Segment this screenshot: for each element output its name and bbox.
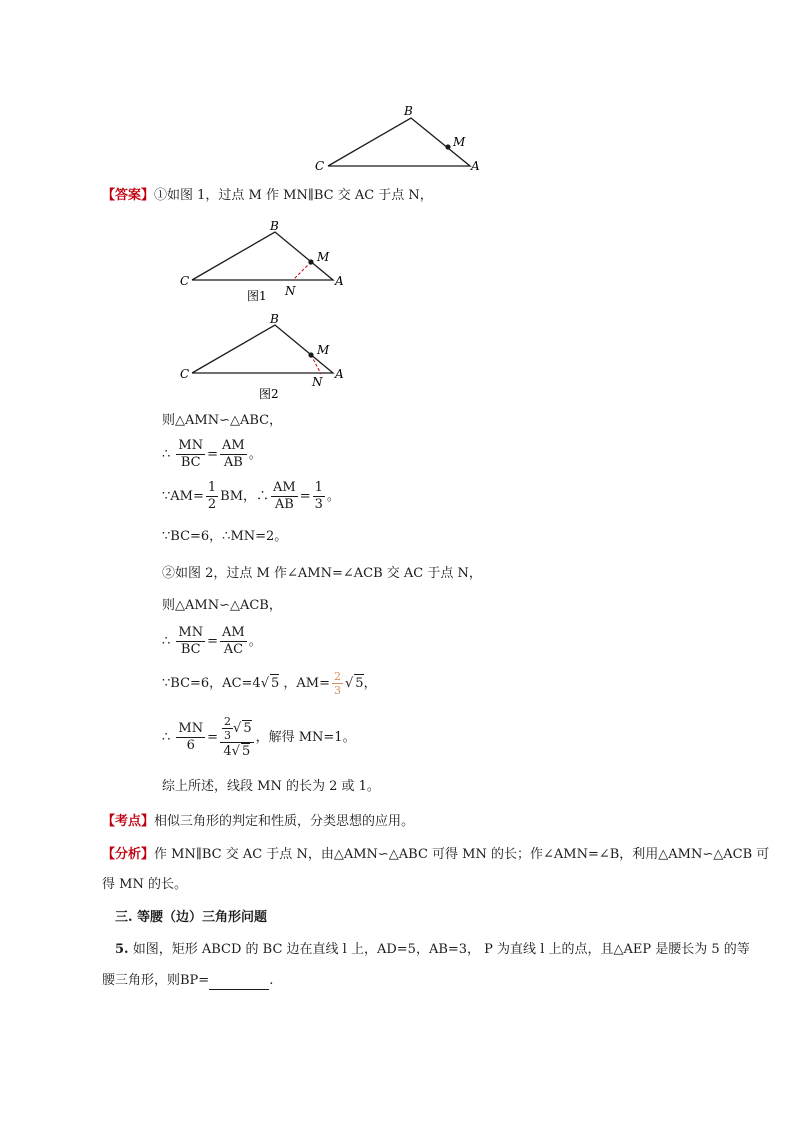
label-n: N xyxy=(285,284,296,298)
fraction-mn-bc: $\frac{MN}{BC}$ xyxy=(178,438,204,470)
fraction-mn-bc: $\frac{MN}{BC}$ xyxy=(178,625,204,657)
triangle-figure-2 xyxy=(175,310,355,405)
fraction-am-ac: $\frac{AM}{AC}$ xyxy=(222,625,245,657)
dashed-segment-mn xyxy=(293,262,311,280)
label-b: B xyxy=(270,219,279,233)
point-m xyxy=(445,144,450,149)
label-a: A xyxy=(335,367,344,381)
label-m: M xyxy=(317,343,330,357)
label-m: M xyxy=(453,135,466,149)
answer-blank[interactable] xyxy=(209,975,269,990)
solution-line-1: 则△AMN∽△ABC， xyxy=(162,413,283,428)
fraction-am-ab: $\frac{AM}{AB}$ xyxy=(222,438,245,470)
label-m: M xyxy=(317,250,330,264)
solution-line-4: ∵BC=6，∴MN=2。 xyxy=(162,529,288,544)
fraction-1-2: $\frac{1}{2}$ xyxy=(207,480,217,512)
label-b: B xyxy=(404,104,413,118)
fenxi-line-2: 得 MN 的长。 xyxy=(102,877,187,892)
fraction-2-3: $\frac{2}{3}$ xyxy=(334,670,341,697)
solution-line-6: 则△AMN∽△ACB， xyxy=(162,598,282,613)
solution-line-3: ∵AM= $\frac{1}{2}$ BM，∴ $\frac{AM}{AB}$ = $\frac{1}{3}$ 。 xyxy=(162,480,340,512)
answer-intro-line xyxy=(102,187,433,205)
figure1-caption: 图1 xyxy=(247,289,267,303)
label-n: N xyxy=(312,375,323,389)
problem5-line-1: 5. 如图，矩形 ABCD 的 BC 边在直线 l 上，AD=5，AB=3， P 为直线 l 上的点，且△AEP 是腰长为 5 的等 xyxy=(115,942,750,957)
label-b: B xyxy=(270,312,279,326)
fraction-am-ab: $\frac{AM}{AB}$ xyxy=(273,480,296,512)
label-c: C xyxy=(180,274,190,288)
solution-line-9: ∴ $\frac{MN}{6}$ = $\frac{2}{3}$ √ 5 4√ 5 ，解得 MN=1。 xyxy=(162,715,356,759)
problem-number: 5. xyxy=(115,942,129,957)
solution-line-10: 综上所述，线段 MN 的长为 2 或 1。 xyxy=(162,779,380,794)
triangle-figure-1 xyxy=(175,215,355,310)
answer-tag: 【答案】 xyxy=(102,188,155,203)
fenxi-line-1: 【分析】作 MN∥BC 交 AC 于点 N，由△AMN∽△ABC 可得 MN 的长；作∠AMN=∠B，利用△AMN∽△ACB 可 xyxy=(102,847,770,862)
label-a: A xyxy=(471,159,480,173)
point-m xyxy=(308,259,313,264)
fenxi-tag: 【分析】 xyxy=(102,847,155,862)
triangle-figure-top xyxy=(300,100,500,180)
answer-intro: ①如图 1，过点 M 作 MN∥BC 交 AC 于点 N， xyxy=(154,188,433,203)
label-a: A xyxy=(335,274,344,288)
problem5-line-2: 腰三角形，则BP= . xyxy=(102,973,274,988)
dashed-segment-mn xyxy=(311,355,321,374)
point-m xyxy=(308,352,313,357)
section-title: 三. 等腰（边）三角形问题 xyxy=(115,910,268,925)
fraction-mn-6: $\frac{MN}{6}$ xyxy=(178,721,204,753)
fraction-1-3: $\frac{1}{3}$ xyxy=(314,480,323,512)
kaodian-line: 【考点】相似三角形的判定和性质，分类思想的应用。 xyxy=(102,814,415,829)
label-c: C xyxy=(180,367,190,381)
label-c: C xyxy=(315,159,325,173)
solution-line-5: ②如图 2，过点 M 作∠AMN=∠ACB 交 AC 于点 N， xyxy=(162,566,482,581)
solution-line-8: ∵BC=6，AC=4√ 5 ，AM= $\frac{2}{3}$ √ 5， xyxy=(162,670,377,697)
figure2-caption: 图2 xyxy=(259,387,279,401)
compound-fraction: $\frac{2}{3}$ √ 5 4√ 5 xyxy=(220,715,254,760)
solution-line-7: ∴ $\frac{MN}{BC}$ = $\frac{AM}{AC}$ 。 xyxy=(162,625,262,657)
solution-line-2: ∴ $\frac{MN}{BC}$ = $\frac{AM}{AB}$ 。 xyxy=(162,438,262,470)
kaodian-tag: 【考点】 xyxy=(102,814,155,829)
